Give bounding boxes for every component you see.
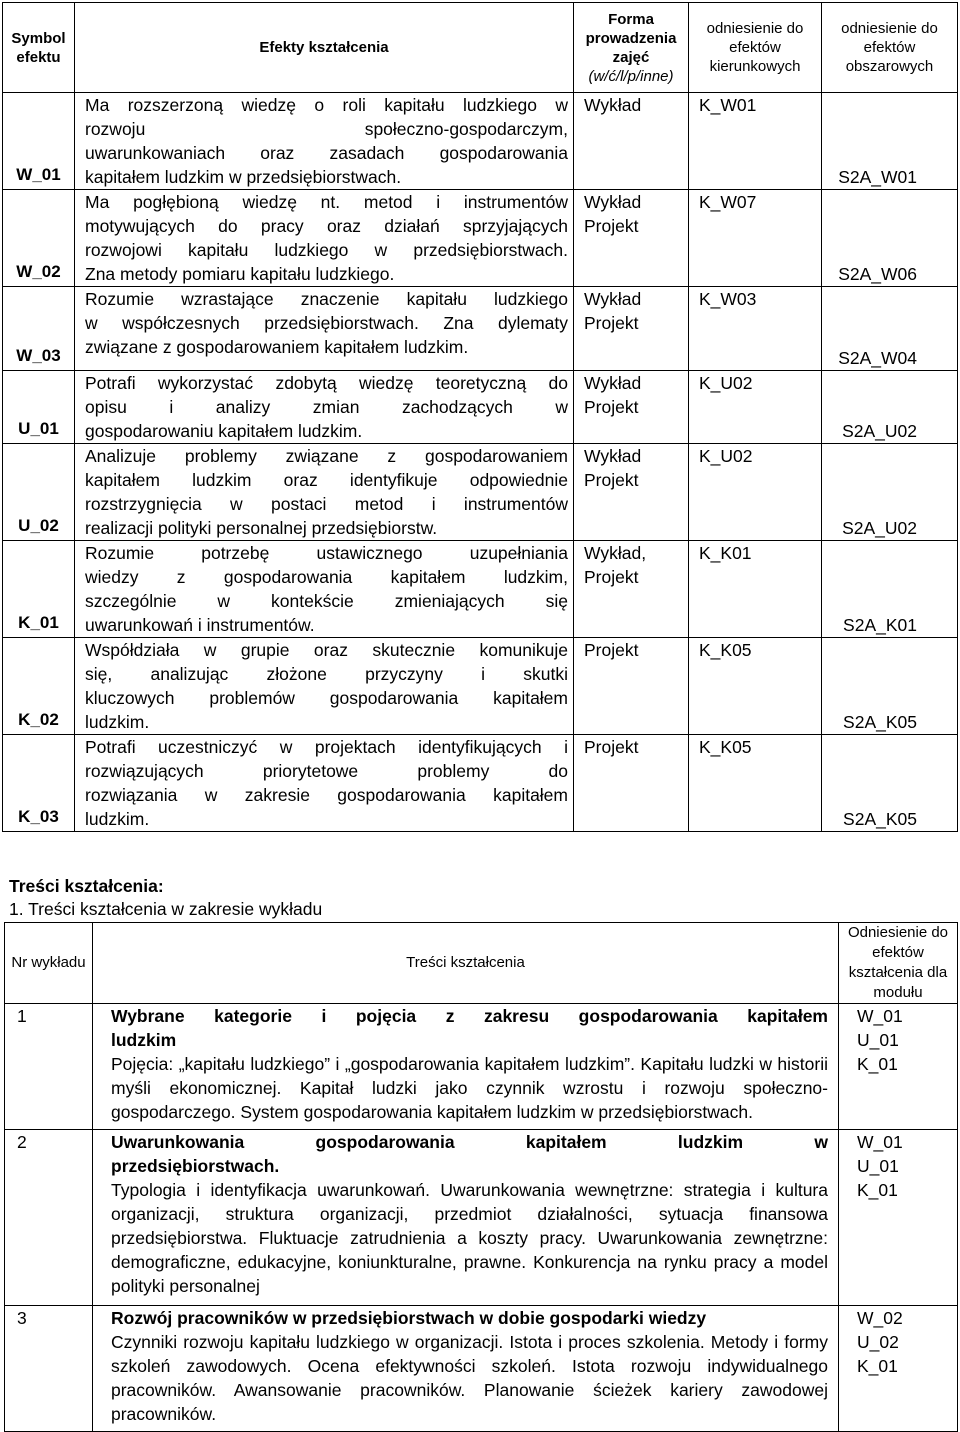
form-line: Wykład <box>584 289 642 309</box>
effects-header-row <box>3 3 958 93</box>
effect-line: uwarunkowaniach oraz zasadach gospodarowania <box>85 143 568 163</box>
effect-form <box>574 287 689 371</box>
content-title <box>111 1004 828 1052</box>
effect-line: się, analizując złożone przyczyny i skutki <box>85 664 568 684</box>
effect-line: Rozumie wzrastające znaczenie kapitału ludzkiego <box>85 289 568 309</box>
effect-form <box>574 735 689 832</box>
effect-obs: S2A_W01 <box>822 93 958 190</box>
content-body-text: Czynniki rozwoju kapitału ludzkiego w organizacji. Istota i proces szkolenia. Metody i formy szkoleń zawodowych. Ocena efektywności szkoleń. Istota rozwoju indywidualnego pracowników. Awansowanie pracowników. Planowanie ścieżek kariery zawodowej pracowników. <box>111 1331 828 1424</box>
form-line: Wykład <box>584 373 642 393</box>
content-ref: K_01 <box>857 1355 898 1376</box>
content-ref: W_01 <box>857 1132 903 1152</box>
effect-form <box>574 638 689 735</box>
effect-line: związane z gospodarowaniem kapitałem ludzkim. <box>85 337 469 357</box>
effect-description <box>75 190 574 287</box>
content-header-row <box>5 923 958 1004</box>
header-form <box>574 3 689 93</box>
effect-kier: K_K01 <box>689 541 822 638</box>
effect-symbol: U_02 <box>3 444 75 541</box>
effect-line: rozwoju społeczno-gospodarczym, <box>85 119 568 139</box>
header-form-codes: (w/ć/l/p/inne) <box>588 67 674 85</box>
effect-row <box>3 93 958 190</box>
effect-kier: K_W07 <box>689 190 822 287</box>
effect-symbol: W_01 <box>3 93 75 190</box>
effect-form <box>574 190 689 287</box>
content-title-line: Wybrane kategorie i pojęcia z zakresu gospodarowania kapitałem <box>111 1006 828 1026</box>
form-line: Projekt <box>584 397 639 417</box>
content-row <box>5 1004 958 1130</box>
effect-symbol: W_02 <box>3 190 75 287</box>
form-line: Wykład <box>584 192 642 212</box>
content-ref: U_01 <box>857 1030 899 1050</box>
effect-line: motywujących do pracy oraz działań sprzyjających <box>85 216 568 236</box>
content-nr: 2 <box>5 1130 93 1306</box>
effect-row <box>3 638 958 735</box>
effect-line: Ma rozszerzoną wiedzę o roli kapitału ludzkiego w <box>85 95 568 115</box>
effect-symbol: K_02 <box>3 638 75 735</box>
form-line: Projekt <box>584 313 639 333</box>
content-title-line: Rozwój pracowników w przedsiębiorstwach w dobie gospodarki wiedzy <box>111 1307 707 1328</box>
form-line: Projekt <box>584 737 639 757</box>
effect-row <box>3 541 958 638</box>
effect-line: Ma pogłębioną wiedzę nt. metod i instrumentów <box>85 192 568 212</box>
content-text <box>93 1004 839 1130</box>
section-subtitle: 1. Treści kształcenia w zakresie wykładu <box>9 899 323 919</box>
effect-kier: K_W01 <box>689 93 822 190</box>
effect-line: rozstrzygnięcia w postaci metod i instrumentów <box>85 494 568 514</box>
effect-description <box>75 287 574 371</box>
effect-kier: K_K05 <box>689 638 822 735</box>
effect-line: Współdziała w grupie oraz skutecznie komunikuje <box>85 640 568 660</box>
content-refs <box>839 1130 958 1306</box>
effect-symbol: U_01 <box>3 371 75 444</box>
effect-line: Zna metody pomiaru kapitału ludzkiego. <box>85 264 395 284</box>
effect-kier: K_K05 <box>689 735 822 832</box>
effect-line: Potrafi uczestniczyć w projektach identyfikujących i <box>85 737 568 757</box>
effect-form <box>574 444 689 541</box>
content-title <box>111 1130 828 1178</box>
content-text <box>93 1305 839 1431</box>
content-ref: W_02 <box>857 1307 903 1328</box>
effect-row <box>3 287 958 371</box>
content-row <box>5 1130 958 1306</box>
effect-obs: S2A_U02 <box>822 371 958 444</box>
effect-symbol: K_01 <box>3 541 75 638</box>
content-ref: U_01 <box>857 1156 899 1176</box>
content-refs <box>839 1004 958 1130</box>
content-body-text: Typologia i identyfikacja uwarunkowań. Uwarunkowania wewnętrzne: strategia i kultura organizacji, struktura organizacji, przedmiot działalności, sytuacja finansowa przedsiębiorstwa. Fluktuacje zatrudnienia a koszty pracy. Uwarunkowania zewnętrzne: demograficzne, edukacyjne, koniunkturalne, prawne. Konkurencja na rynku pracy a model polityki personalnej <box>111 1180 828 1296</box>
header-form-label: Forma prowadzenia zajęć <box>585 10 677 66</box>
form-line: Projekt <box>584 216 639 236</box>
content-ref: K_01 <box>857 1054 898 1074</box>
effect-description <box>75 735 574 832</box>
form-line: Projekt <box>584 567 639 587</box>
effect-row <box>3 735 958 832</box>
effect-description <box>75 444 574 541</box>
effect-obs: S2A_K01 <box>822 541 958 638</box>
content-title-line: ludzkim <box>111 1030 177 1050</box>
effect-line: rozwiązujących priorytetowe problemy do <box>85 761 568 781</box>
content-refs <box>839 1305 958 1431</box>
header-symbol: Symbol efektu <box>3 3 75 93</box>
effect-obs: S2A_W04 <box>822 287 958 371</box>
content-title-line: Uwarunkowania gospodarowania kapitałem ludzkim w <box>111 1132 828 1152</box>
header-nr: Nr wykładu <box>5 923 93 1004</box>
effect-line: opisu i analizy zmian zachodzących w <box>85 397 568 417</box>
content-ref: U_02 <box>857 1331 899 1352</box>
effect-line: realizacji polityki personalnej przedsiębiorstw. <box>85 518 438 538</box>
effect-row <box>3 190 958 287</box>
effect-form <box>574 93 689 190</box>
effect-line: Rozumie potrzebę ustawicznego uzupełniania <box>85 543 568 563</box>
header-kier: odniesienie do efektów kierunkowych <box>689 3 822 93</box>
effect-line: gospodarowaniu kapitałem ludzkim. <box>85 421 363 441</box>
effect-row <box>3 444 958 541</box>
content-body-text: Pojęcia: „kapitału ludzkiego” i „gospodarowania kapitałem ludzkim”. Kapitału ludzki w historii myśli ekonomicznej. Kapitał ludzki jako czynnik wzrostu i rozwoju społeczno-gospodarczego. System gospodarowania kapitałem ludzkim w przedsiębiorstwach. <box>111 1054 828 1122</box>
header-effects: Efekty kształcenia <box>75 3 574 93</box>
effect-line: szczególnie w kontekście zmieniających się <box>85 591 568 611</box>
effect-line: kapitałem ludzkim w przedsiębiorstwach. <box>85 167 402 187</box>
effect-symbol: W_03 <box>3 287 75 371</box>
content-row <box>5 1305 958 1431</box>
effect-line: kluczowych problemów gospodarowania kapitałem <box>85 688 568 708</box>
effect-obs: S2A_W06 <box>822 190 958 287</box>
effect-line: wiedzy z gospodarowania kapitałem ludzkim, <box>85 567 568 587</box>
content-table <box>4 922 958 1432</box>
content-nr: 3 <box>5 1305 93 1431</box>
effect-description <box>75 541 574 638</box>
content-ref: K_01 <box>857 1180 898 1200</box>
effect-line: Analizuje problemy związane z gospodarowaniem <box>85 446 568 466</box>
effect-line: rozwojowi kapitału ludzkiego w przedsiębiorstwach. <box>85 240 568 260</box>
form-line: Wykład, <box>584 543 647 563</box>
effect-obs: S2A_K05 <box>822 735 958 832</box>
form-line: Wykład <box>584 95 642 115</box>
effect-line: w współczesnych przedsiębiorstwach. Zna dylematy <box>85 313 568 333</box>
content-text <box>93 1130 839 1306</box>
effect-description <box>75 638 574 735</box>
effect-line: uwarunkowań i instrumentów. <box>85 615 315 635</box>
effect-kier: K_U02 <box>689 371 822 444</box>
effect-form <box>574 371 689 444</box>
effect-obs: S2A_K05 <box>822 638 958 735</box>
header-content: Treści kształcenia <box>93 923 839 1004</box>
effect-line: Potrafi wykorzystać zdobytą wiedzę teoretyczną do <box>85 373 568 393</box>
form-line: Projekt <box>584 470 639 490</box>
effect-line: ludzkim. <box>85 809 150 829</box>
effect-form <box>574 541 689 638</box>
header-obs: odniesienie do efektów obszarowych <box>822 3 958 93</box>
effect-kier: K_U02 <box>689 444 822 541</box>
effect-description <box>75 93 574 190</box>
effect-line: ludzkim. <box>85 712 150 732</box>
content-title-line: przedsiębiorstwach. <box>111 1156 280 1176</box>
effect-line: kapitałem ludzkim oraz identyfikuje odpowiednie <box>85 470 568 490</box>
form-line: Projekt <box>584 640 639 660</box>
content-nr: 1 <box>5 1004 93 1130</box>
effects-table <box>2 2 958 832</box>
form-line: Wykład <box>584 446 642 466</box>
content-ref: W_01 <box>857 1006 903 1026</box>
effect-obs: S2A_U02 <box>822 444 958 541</box>
header-ref: Odniesienie do efektów kształcenia dla modułu <box>839 923 958 1004</box>
effect-kier: K_W03 <box>689 287 822 371</box>
content-title <box>111 1306 828 1330</box>
section-title: Treści kształcenia: <box>9 876 164 896</box>
effect-description <box>75 371 574 444</box>
effect-row <box>3 371 958 444</box>
effect-symbol: K_03 <box>3 735 75 832</box>
effect-line: rozwiązania w zakresie gospodarowania kapitałem <box>85 785 568 805</box>
